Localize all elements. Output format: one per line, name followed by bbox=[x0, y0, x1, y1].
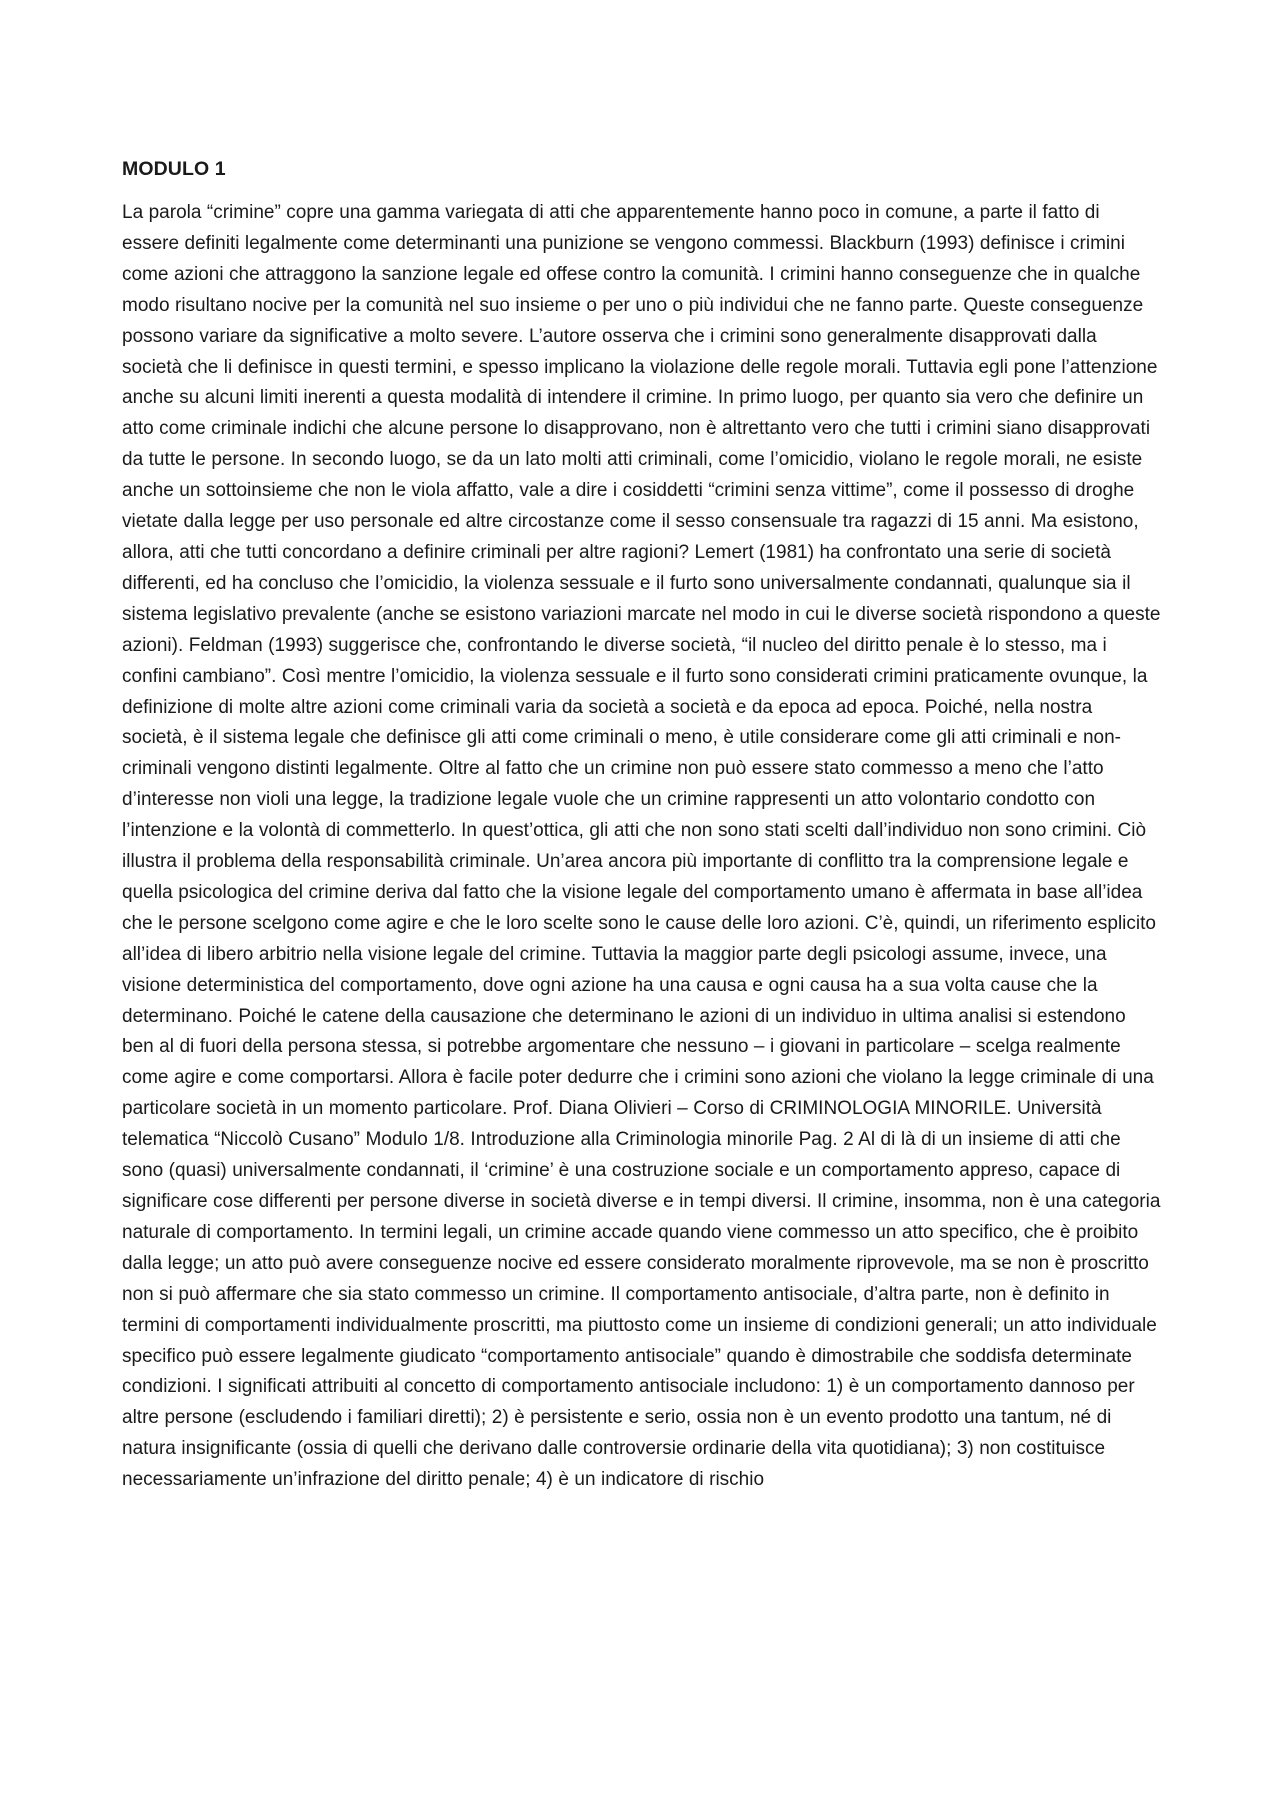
body-paragraph: La parola “crimine” copre una gamma variegata di atti che apparentemente hanno poco in comune, a parte il fatto di essere definiti legalmente come determinanti una punizione se vengono commessi. Blackburn (1993) definisce i crimini come azioni che attraggono la sanzione legale ed offese contro la comunità. I crimini hanno conseguenze che in qualche modo risultano nocive per la comunità nel suo insieme o per uno o più individui che ne fanno parte. Queste conseguenze possono variare da significative a molto severe. L’autore osserva che i crimini sono generalmente disapprovati dalla società che li definisce in questi termini, e spesso implicano la violazione delle regole morali. Tuttavia egli pone l’attenzione anche su alcuni limiti inerenti a questa modalità di intendere il crimine. In primo luogo, per quanto sia vero che definire un atto come criminale indichi che alcune persone lo disapprovano, non è altrettanto vero che tutti i crimini siano disapprovati da tutte le persone. In secondo luogo, se da un lato molti atti criminali, come l’omicidio, violano le regole morali, ne esiste anche un sottoinsieme che non le viola affatto, vale a dire i cosiddetti “crimini senza vittime”, come il possesso di droghe vietate dalla legge per uso personale ed altre circostanze come il sesso consensuale tra ragazzi di 15 anni. Ma esistono, allora, atti che tutti concordano a definire criminali per altre ragioni? Lemert (1981) ha confrontato una serie di società differenti, ed ha concluso che l’omicidio, la violenza sessuale e il furto sono universalmente condannati, qualunque sia il sistema legislativo prevalente (anche se esistono variazioni marcate nel modo in cui le diverse società rispondono a queste azioni). Feldman (1993) suggerisce che, confrontando le diverse società, “il nucleo del diritto penale è lo stesso, ma i confini cambiano”. Così mentre l’omicidio, la violenza sessuale e il furto sono considerati crimini praticamente ovunque, la definizione di molte altre azioni come criminali varia da società a società e da epoca ad epoca. Poiché, nella nostra società, è il sistema legale che definisce gli atti come criminali o meno, è utile considerare come gli atti criminali e non-criminali vengono distinti legalmente. Oltre al fatto che un crimine non può essere stato commesso a meno che l’atto d’interesse non violi una legge, la tradizione legale vuole che un crimine rappresenti un atto volontario condotto con l’intenzione e la volontà di commetterlo. In quest’ottica, gli atti che non sono stati scelti dall’individuo non sono crimini. Ciò illustra il problema della responsabilità criminale. Un’area ancora più importante di conflitto tra la comprensione legale e quella psicologica del crimine deriva dal fatto che la visione legale del comportamento umano è affermata in base all’idea che le persone scelgono come agire e che le loro scelte sono le cause delle loro azioni. C’è, quindi, un riferimento esplicito all’idea di libero arbitrio nella visione legale del crimine. Tuttavia la maggior parte degli psicologi assume, invece, una visione deterministica del comportamento, dove ogni azione ha una causa e ogni causa ha a sua volta cause che la determinano. Poiché le catene della causazione che determinano le azioni di un individuo in ultima analisi si estendono ben al di fuori della persona stessa, si potrebbe argomentare che nessuno – i giovani in particolare – scelga realmente come agire e come comportarsi. Allora è facile poter dedurre che i crimini sono azioni che violano la legge criminale di una particolare società in un momento particolare. Prof. Diana Olivieri – Corso di CRIMINOLOGIA MINORILE. Università telematica “Niccolò Cusano” Modulo 1/8. Introduzione alla Criminologia minorile Pag. 2 Al di là di un insieme di atti che sono (quasi) universalmente condannati, il ‘crimine’ è una costruzione sociale e un comportamento appreso, capace di significare cose differenti per persone diverse in società diverse e in tempi diversi. Il crimine, insomma, non è una categoria naturale di comportamento. In termini legali, un crimine accade quando viene commesso un atto specifico, che è proibito dalla legge; un atto può avere conseguenze nocive ed essere considerato moralmente riprovevole, ma se non è proscritto non si può affermare che sia stato commesso un crimine. Il comportamento antisociale, d’altra parte, non è definito in termini di comportamenti individualmente proscritti, ma piuttosto come un insieme di condizioni generali; un atto individuale specifico può essere legalmente giudicato “comportamento antisociale” quando è dimostrabile che soddisfa determinate condizioni. I significati attribuiti al concetto di comportamento antisociale includono: 1) è un comportamento dannoso per altre persone (escludendo i familiari diretti); 2) è persistente e serio, ossia non è un evento prodotto una tantum, né di natura insignificante (ossia di quelli che derivano dalle controversie ordinarie della vita quotidiana); 3) non costituisce necessariamente un’infrazione del diritto penale; 4) è un indicatore di rischio bbox=[122, 202, 1161, 1491]
document-content bbox=[122, 154, 1162, 1496]
module-heading: MODULO 1 bbox=[122, 158, 226, 180]
